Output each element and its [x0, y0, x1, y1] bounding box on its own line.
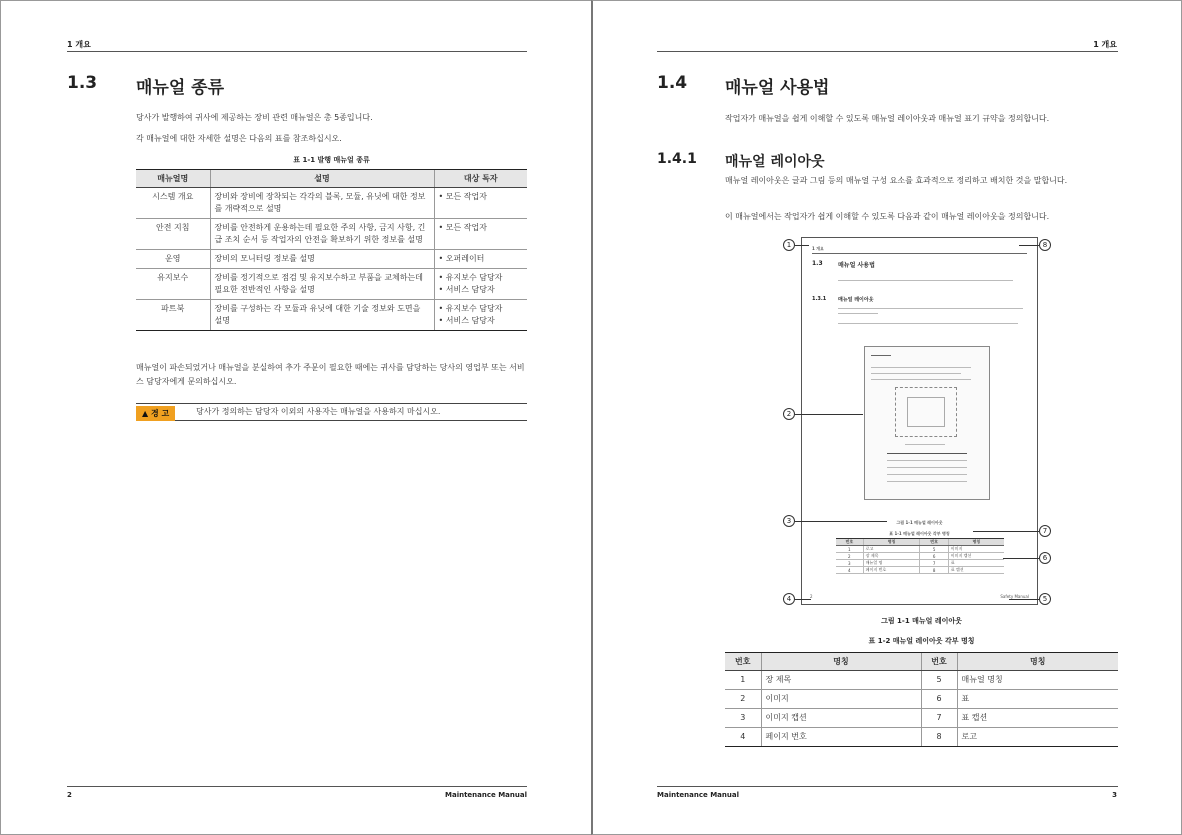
- table-header: 설명: [210, 170, 434, 188]
- part-name-cell: 장 제목: [761, 671, 921, 690]
- callout-5: 5: [1039, 593, 1051, 605]
- mock-table-cell: 로고: [863, 546, 920, 553]
- warning-label: [136, 406, 175, 421]
- warning-label-text: 경 고: [150, 409, 170, 418]
- mock-table-cell: 표: [948, 560, 1004, 567]
- readers-cell: [434, 300, 527, 331]
- figure-caption: 그림 1-1 매뉴얼 레이아웃: [881, 617, 962, 625]
- table-row: [725, 709, 1118, 728]
- reader-item: • 모든 작업자: [439, 222, 524, 234]
- callout-1: 1: [783, 239, 795, 251]
- readers-cell: [434, 219, 527, 250]
- layout-parts-table: [725, 652, 1118, 747]
- callout-2: 2: [783, 408, 795, 420]
- manual-title: Maintenance Manual: [657, 791, 739, 799]
- table-row: [136, 269, 527, 300]
- manual-description-cell: 장비를 안전하게 운용하는데 필요한 주의 사항, 금지 사항, 긴급 조치 순서 등 작업자의 안전을 확보하기 위한 정보를 설명: [210, 219, 434, 250]
- section-number: 1.3: [67, 73, 98, 93]
- manual-description-cell: 장비의 모니터링 정보를 설명: [210, 250, 434, 269]
- number-cell: 3: [725, 709, 761, 728]
- readers-cell: [434, 269, 527, 300]
- mock-table-cell: 이미지: [948, 546, 1004, 553]
- mock-table-header: 번호: [920, 539, 948, 546]
- number-cell: 5: [921, 671, 957, 690]
- page-header-chapter: 1 개요: [67, 40, 91, 49]
- section-title: 매뉴얼 사용법: [725, 78, 830, 98]
- intro-paragraph: 작업자가 매뉴얼을 쉽게 이해할 수 있도록 매뉴얼 레이아웃과 매뉴얼 표기 규약을 정의합니다.: [725, 114, 1050, 123]
- mock-table-header: 번호: [836, 539, 863, 546]
- mock-page: [801, 237, 1038, 605]
- reader-item: • 서비스 담당자: [439, 284, 524, 296]
- section-number: 1.4: [657, 73, 688, 93]
- manual-description-cell: 장비와 장비에 장착되는 각각의 블록, 모듈, 유닛에 대한 정보를 개략적으로 설명: [210, 188, 434, 219]
- mock-table-cell: 3: [836, 560, 863, 567]
- mock-table-cell: 이미지 캡션: [948, 553, 1004, 560]
- manual-title: Maintenance Manual: [445, 791, 527, 799]
- subsection-number: 1.4.1: [657, 151, 697, 167]
- manual-description-cell: 장비를 정기적으로 점검 및 유지보수하고 부품을 교체하는데 필요한 전반적인 사항을 설명: [210, 269, 434, 300]
- layout-figure: [783, 235, 1058, 607]
- mock-table-cell: 8: [920, 567, 948, 574]
- mock-table-cell: 2: [836, 553, 863, 560]
- mock-table-header: 명칭: [948, 539, 1004, 546]
- part-name-cell: 표 캡션: [957, 709, 1118, 728]
- manual-name-cell: 파트북: [136, 300, 210, 331]
- table-header: 대상 독자: [434, 170, 527, 188]
- mock-table-cell: 4: [836, 567, 863, 574]
- table-row: [136, 219, 527, 250]
- mock-page-number: 2: [810, 594, 813, 599]
- number-cell: 8: [921, 728, 957, 747]
- mock-image: [864, 346, 990, 500]
- table-row: [136, 300, 527, 331]
- mock-table-cell: 페이지 번호: [863, 567, 920, 574]
- table-caption: 표 1-1 발행 매뉴얼 종류: [293, 156, 370, 164]
- mock-section-number: 1.3: [812, 260, 823, 267]
- table-row: [136, 188, 527, 219]
- manual-description-cell: 장비를 구성하는 각 모듈과 유닛에 대한 기술 정보와 도면을 설명: [210, 300, 434, 331]
- manual-name-cell: 유지보수: [136, 269, 210, 300]
- warning-icon: ▲: [142, 409, 149, 418]
- mock-table-cell: 7: [920, 560, 948, 567]
- callout-3: 3: [783, 515, 795, 527]
- mock-subsection-number: 1.3.1: [812, 296, 827, 302]
- number-cell: 7: [921, 709, 957, 728]
- part-name-cell: 표: [957, 690, 1118, 709]
- mock-table-header: 명칭: [863, 539, 920, 546]
- readers-cell: [434, 188, 527, 219]
- page-number: 2: [67, 791, 72, 799]
- mock-subsection-title: 매뉴얼 레이아웃: [838, 297, 874, 303]
- mock-table: [836, 538, 1004, 574]
- callout-4: 4: [783, 593, 795, 605]
- mock-table-cell: 6: [920, 553, 948, 560]
- mock-table-row: [836, 567, 1004, 574]
- mock-figure-caption: 그림 1-1 매뉴얼 레이아웃: [896, 520, 943, 525]
- table-row: [725, 728, 1118, 747]
- mock-table-cell: 표 캡션: [948, 567, 1004, 574]
- mock-table-cell: 장 제목: [863, 553, 920, 560]
- reader-item: • 유지보수 담당자: [439, 303, 524, 315]
- warning-box: [136, 403, 527, 421]
- manual-types-table: [136, 169, 527, 331]
- readers-cell: [434, 250, 527, 269]
- mock-table-row: [836, 560, 1004, 567]
- manual-name-cell: 운영: [136, 250, 210, 269]
- subsection-paragraph-2: 이 매뉴얼에서는 작업자가 쉽게 이해할 수 있도록 다음과 같이 매뉴얼 레이아웃을 정의합니다.: [725, 212, 1050, 221]
- part-name-cell: 매뉴얼 명칭: [957, 671, 1118, 690]
- section-title: 매뉴얼 종류: [136, 78, 225, 98]
- number-cell: 6: [921, 690, 957, 709]
- reader-item: • 오퍼레이터: [439, 253, 524, 265]
- intro-paragraph-1: 당사가 발행하여 귀사에 제공하는 장비 관련 매뉴얼은 총 5종입니다.: [136, 113, 373, 122]
- mock-table-row: [836, 546, 1004, 553]
- callout-8: 8: [1039, 239, 1051, 251]
- mock-table-row: [836, 553, 1004, 560]
- part-name-cell: 이미지 캡션: [761, 709, 921, 728]
- table-header: 번호: [725, 653, 761, 671]
- mock-table-caption: 표 1-1 매뉴얼 레이아웃 각부 명칭: [889, 531, 950, 536]
- reader-item: • 모든 작업자: [439, 191, 524, 203]
- part-name-cell: 로고: [957, 728, 1118, 747]
- table-header: 매뉴얼명: [136, 170, 210, 188]
- subsection-paragraph-1: 매뉴얼 레이아웃은 글과 그림 등의 매뉴얼 구성 요소를 효과적으로 정리하고 배치한 것을 말합니다.: [725, 176, 1068, 185]
- mock-table-cell: 1: [836, 546, 863, 553]
- number-cell: 4: [725, 728, 761, 747]
- table-row: [136, 250, 527, 269]
- manual-name-cell: 시스템 개요: [136, 188, 210, 219]
- intro-paragraph-2: 각 매뉴얼에 대한 자세한 설명은 다음의 표를 참조하십시오.: [136, 134, 342, 143]
- reader-item: • 유지보수 담당자: [439, 272, 524, 284]
- warning-text: 당사가 정의하는 담당자 이외의 사용자는 매뉴얼을 사용하지 마십시오.: [196, 407, 441, 416]
- table-row: [725, 690, 1118, 709]
- page-number: 3: [1112, 791, 1117, 799]
- mock-manual-title: Safety Manual: [1000, 594, 1029, 599]
- right-page: [591, 0, 1182, 835]
- table-row: [725, 671, 1118, 690]
- mock-table-cell: 매뉴얼 명: [863, 560, 920, 567]
- callout-6: 6: [1039, 552, 1051, 564]
- number-cell: 1: [725, 671, 761, 690]
- mock-header: 1 개요: [812, 246, 824, 251]
- subsection-title: 매뉴얼 레이아웃: [725, 154, 825, 170]
- manual-name-cell: 안전 지침: [136, 219, 210, 250]
- part-name-cell: 페이지 번호: [761, 728, 921, 747]
- part-name-cell: 이미지: [761, 690, 921, 709]
- mock-section-title: 매뉴얼 사용법: [838, 262, 875, 269]
- table-caption: 표 1-2 매뉴얼 레이아웃 각부 명칭: [868, 637, 975, 645]
- reader-item: • 서비스 담당자: [439, 315, 524, 327]
- callout-7: 7: [1039, 525, 1051, 537]
- page-header-chapter: 1 개요: [1093, 40, 1117, 49]
- table-header: 명칭: [957, 653, 1118, 671]
- outro-paragraph: 매뉴얼이 파손되었거나 매뉴얼을 분실하여 추가 주문이 필요한 때에는 귀사를 담당하는 당사의 영업부 또는 서비스 담당자에게 문의하십시오.: [136, 363, 525, 386]
- table-header: 번호: [921, 653, 957, 671]
- mock-table-cell: 5: [920, 546, 948, 553]
- table-header: 명칭: [761, 653, 921, 671]
- number-cell: 2: [725, 690, 761, 709]
